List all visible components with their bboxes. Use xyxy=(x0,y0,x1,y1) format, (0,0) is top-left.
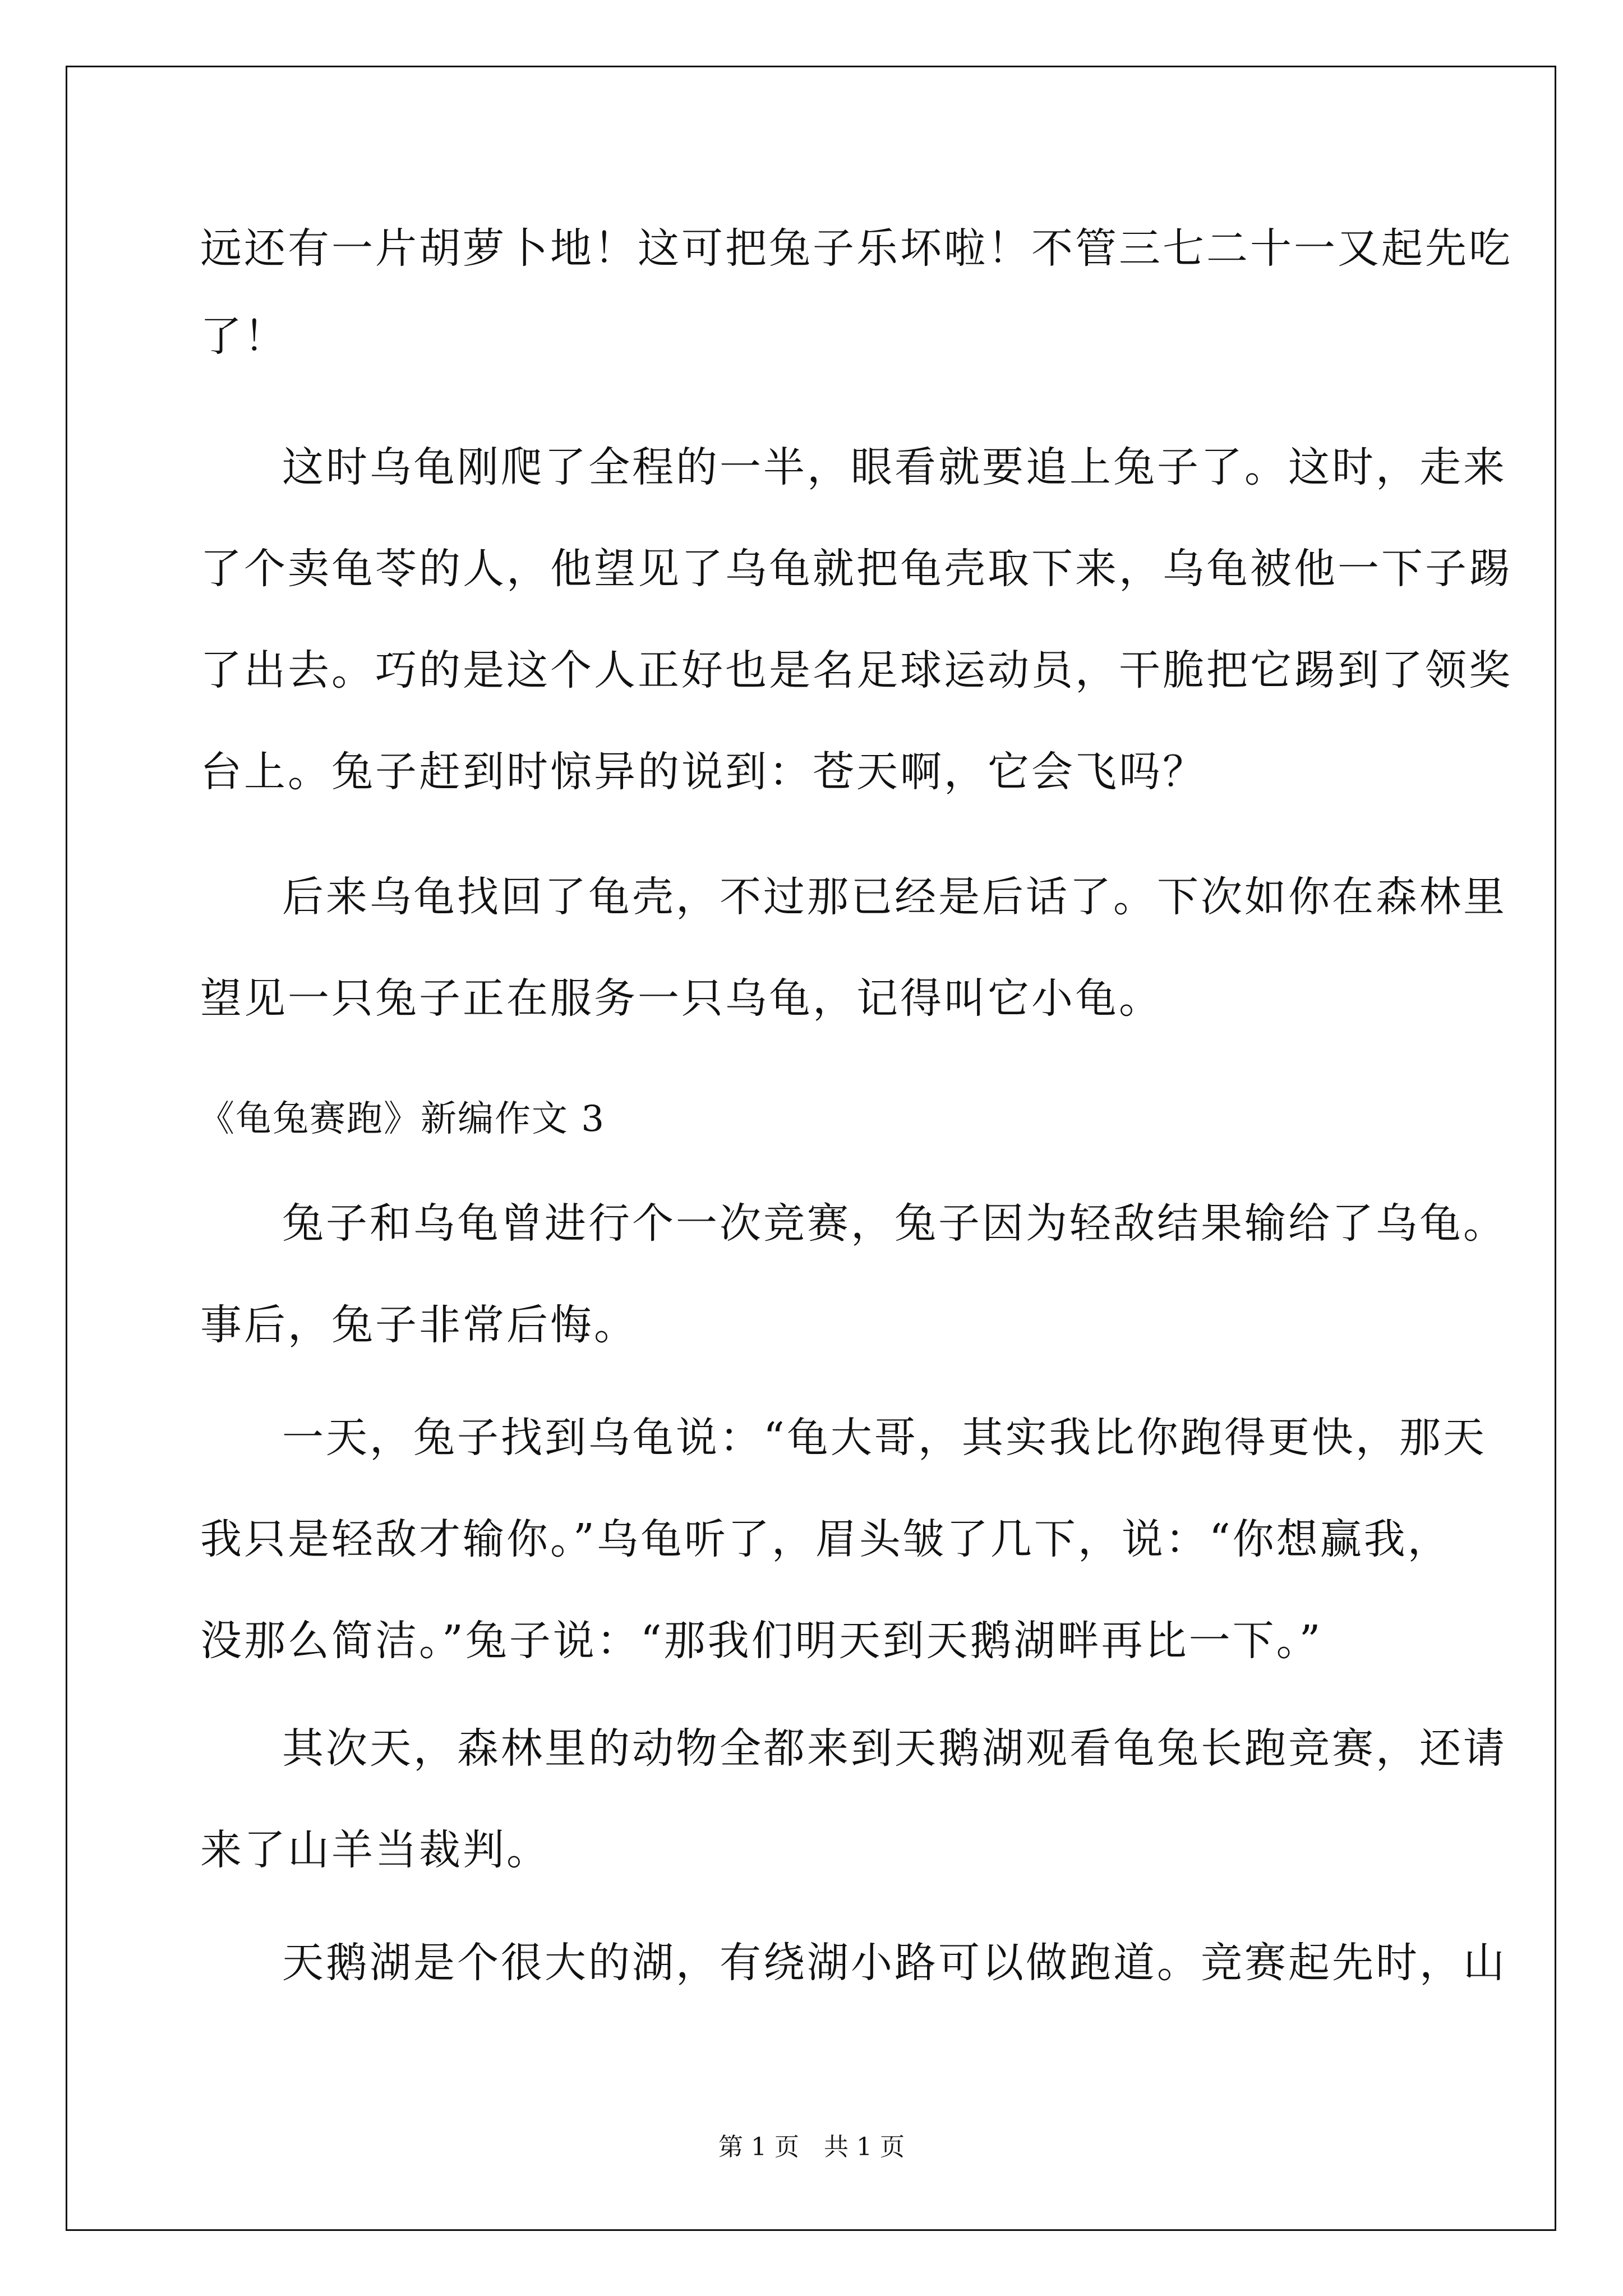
text-line: 天鹅湖是个很大的湖，有绕湖小路可以做跑道。竞赛起先时，山 xyxy=(282,1939,1507,1987)
text-line: 了出去。巧的是这个人正好也是名足球运动员，干脆把它踢到了领奖 xyxy=(200,646,1513,694)
text-line: 事后，兔子非常后悔。 xyxy=(200,1301,638,1349)
text-line: 这时乌龟刚爬了全程的一半，眼看就要追上兔子了。这时，走来 xyxy=(282,443,1507,491)
text-line: 台上。兔子赶到时惊异的说到：苍天啊，它会飞吗？ xyxy=(200,748,1206,796)
text-line: 了！ xyxy=(200,312,288,361)
text-line: 后来乌龟找回了龟壳，不过那已经是后话了。下次如你在森林里 xyxy=(282,873,1507,921)
text-line: 其次天，森林里的动物全都来到天鹅湖观看龟兔长跑竞赛，还请 xyxy=(282,1724,1507,1773)
text-line: 一天，兔子找到乌龟说：“龟大哥，其实我比你跑得更快，那天 xyxy=(282,1414,1487,1462)
page-border xyxy=(66,66,1556,2231)
text-line: 了个卖龟苓的人，他望见了乌龟就把龟壳取下来，乌龟被他一下子踢 xyxy=(200,545,1513,593)
text-line: 没那么简洁。”兔子说：“那我们明天到天鹅湖畔再比一下。” xyxy=(200,1617,1323,1665)
text-line: 望见一只兔子正在服务一只乌龟，记得叫它小龟。 xyxy=(200,974,1163,1023)
text-line: 我只是轻敌才输你。”乌龟听了，眉头皱了几下，说：“你想赢我， xyxy=(200,1515,1451,1563)
text-line: 兔子和乌龟曾进行个一次竞赛，兔子因为轻敌结果输给了乌龟。 xyxy=(282,1199,1507,1248)
text-line: 来了山羊当裁判。 xyxy=(200,1826,550,1874)
section-heading: 《龟兔赛跑》新编作文 3 xyxy=(199,1098,606,1140)
text-line: 远还有一片胡萝卜地！这可把兔子乐坏啦！不管三七二十一又起先吃 xyxy=(200,224,1513,273)
page-number-footer: 第 1 页 共 1 页 xyxy=(718,2133,905,2161)
